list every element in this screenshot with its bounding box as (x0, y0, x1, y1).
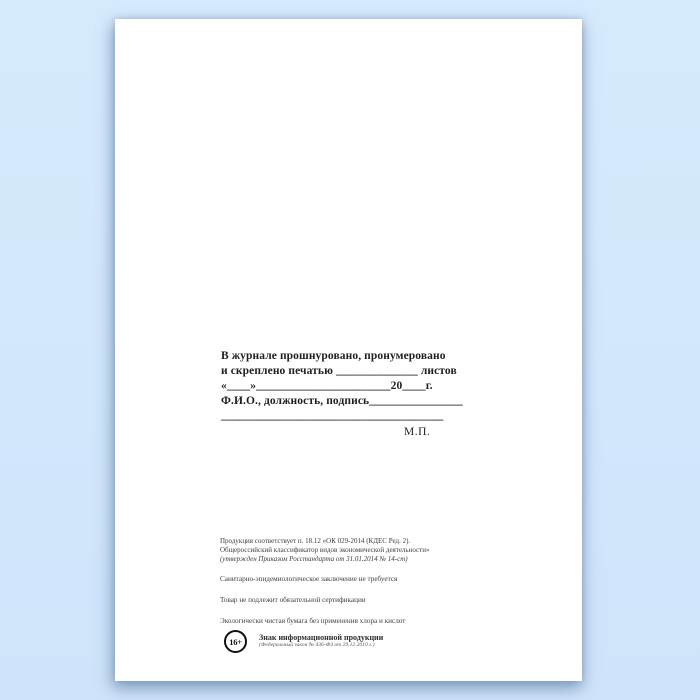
binding-line-1: В журнале прошнуровано, пронумеровано (221, 350, 446, 362)
statement-sanitary: Санитарно-эпидемиологическое заключение не требуется (220, 575, 398, 583)
stamp-place-label: М.П. (404, 426, 431, 438)
compliance-line-2: Общероссийский классификатор видов экономической деятельности» (220, 546, 430, 554)
statement-certification: Товар не подлежит обязательной сертификации (220, 596, 366, 604)
age-mark-texts (259, 630, 383, 649)
age-16-icon (224, 630, 247, 653)
binding-line-3: «____»_______________________20____г. (221, 380, 433, 392)
age-mark-label: Знак информационной продукции (259, 633, 384, 642)
compliance-note (220, 537, 460, 564)
journal-back-page (115, 19, 582, 681)
binding-line-4: Ф.И.О., должность, подпись________________ (221, 395, 463, 407)
compliance-line-1: Продукция соответствует п. 18.12 «ОК 029-2014 (КДЕС Ред. 2). (220, 537, 411, 545)
age-mark-law-reference: (Федеральный закон № 436-ФЗ от 29.12.2010 г.) (259, 642, 375, 648)
compliance-line-3-decree: (утвержден Приказом Росстандарта от 31.01.2014 № 14-ст) (220, 555, 408, 563)
age-16-badge-text: 16+ (229, 636, 242, 647)
certification-statements (220, 575, 460, 638)
binding-line-2: и скреплено печатью ______________ листов (221, 365, 457, 377)
binding-statement-block (221, 349, 461, 424)
binding-line-5-signature-rule: ______________________________________ (221, 410, 444, 422)
statement-eco-paper: Экологически чистая бумага без применения хлора и кислот (220, 617, 406, 625)
age-rating-row (224, 630, 383, 653)
